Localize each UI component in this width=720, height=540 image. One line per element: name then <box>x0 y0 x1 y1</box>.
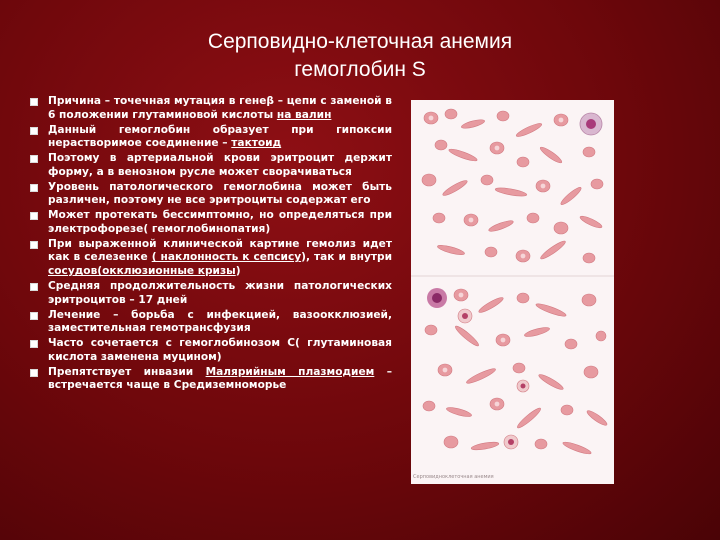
bullet-list <box>30 95 392 394</box>
bullet-item: Средняя продолжительность жизни патологических эритроцитов – 17 дней <box>30 280 392 307</box>
slide-title <box>150 28 570 84</box>
bullet-square-icon <box>30 241 38 249</box>
bullet-square-icon <box>30 212 38 220</box>
bullet-item: Лечение – борьба с инфекцией, вазоокклюзией, заместительная гемотрансфузия <box>30 309 392 336</box>
bullet-item: Причина – точечная мутация в генеβ – цепи с заменой в 6 положении глутаминовой кислоты на валин <box>30 95 392 122</box>
blood-smear-figure <box>411 100 614 484</box>
bullet-square-icon <box>30 312 38 320</box>
bullet-item: Часто сочетается с гемоглобинозом С( глутаминовая кислота заменена муцином) <box>30 337 392 364</box>
slide-title-line2: гемоглобин S <box>294 58 426 81</box>
bullet-item: Данный гемоглобин образует при гипоксии нерастворимое соединение – тактоид <box>30 124 392 151</box>
bullet-square-icon <box>30 155 38 163</box>
figure-caption: Серповидноклеточная анемия <box>413 474 494 480</box>
bullet-square-icon <box>30 184 38 192</box>
bullet-square-icon <box>30 98 38 106</box>
bullet-square-icon <box>30 127 38 135</box>
bullet-square-icon <box>30 369 38 377</box>
slide-title-line1: Серповидно-клеточная анемия <box>207 30 513 53</box>
blood-smear-illustration <box>411 100 614 484</box>
bullet-square-icon <box>30 283 38 291</box>
bullet-item: При выраженной клинической картине гемолиз идет как в селезенке ( наклонность к сепсису), так и внутри сосудов(окклюзионные кризы) <box>30 238 392 279</box>
bullet-item: Уровень патологического гемоглобина может быть различен, поэтому не все эритроциты содержат его <box>30 181 392 208</box>
bullet-item: Может протекать бессимптомно, но определяться при электрофорезе( гемоглобинопатия) <box>30 209 392 236</box>
bullet-square-icon <box>30 340 38 348</box>
bullet-item: Поэтому в артериальной крови эритроцит держит форму, а в венозном русле может сворачиваться <box>30 152 392 179</box>
bullet-item: Препятствует инвазии Малярийным плазмодием – встречается чаще в Средиземноморье <box>30 366 392 393</box>
